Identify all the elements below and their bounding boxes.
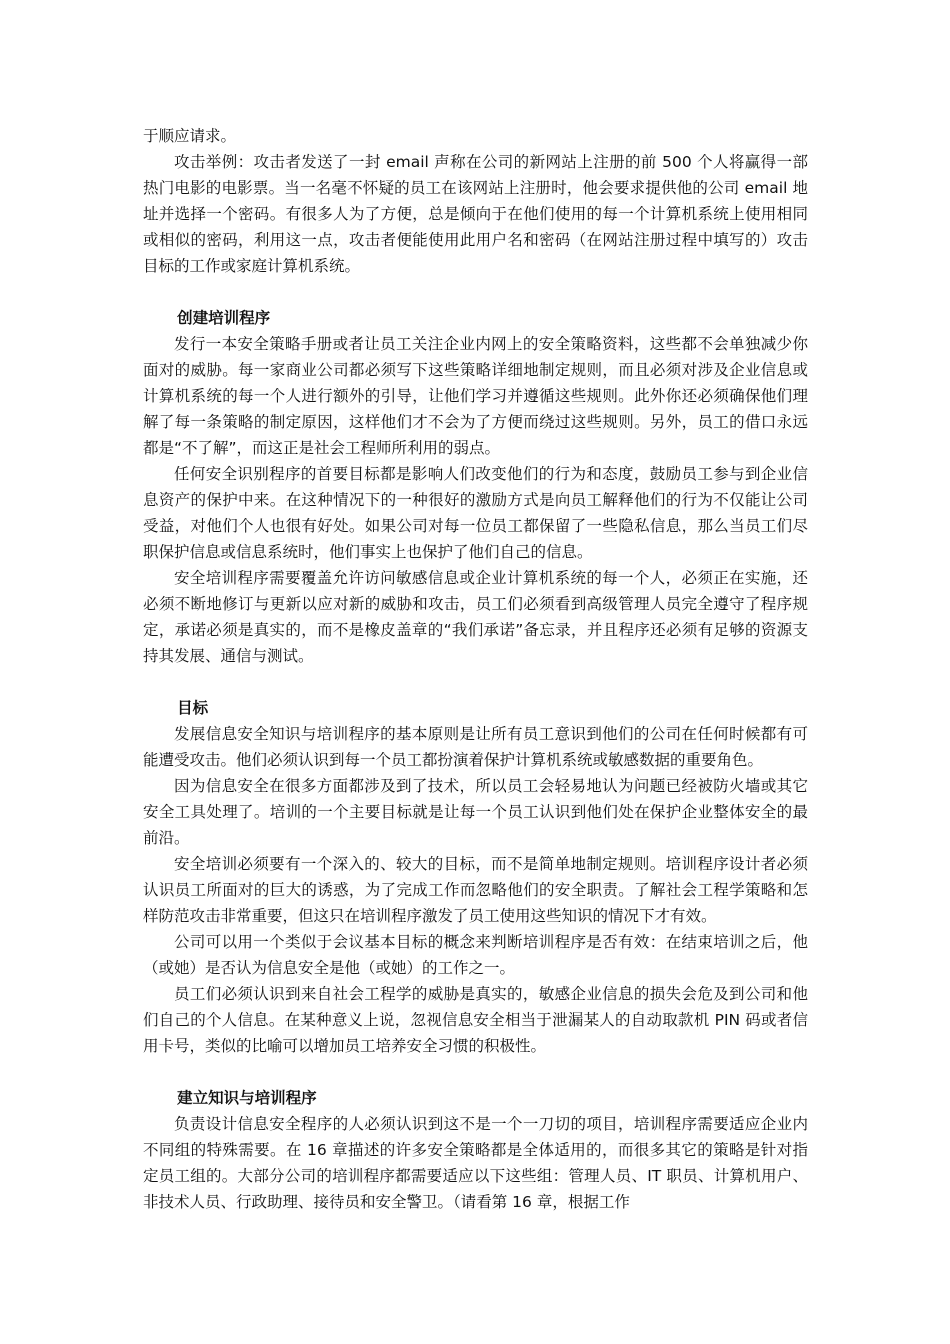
spacer xyxy=(143,1059,808,1085)
paragraph-attack-example: 攻击举例：攻击者发送了一封 email 声称在公司的新网站上注册的前 500 个人将赢得一部热门电影的电影票。当一名毫不怀疑的员工在该网站上注册时，他会要求提供他的公司 email 地址并选择一个密码。有很多人为了方便，总是倾向于在他们使用的每一个计算机系统上使用相同或相似的密码，利用这一点，攻击者便能使用此用户名和密码（在网站注册过程中填写的）攻击目标的工作或家庭计算机系统。 xyxy=(143,153,808,275)
paragraph: 安全培训程序需要覆盖允许访问敏感信息或企业计算机系统的每一个人，必须正在实施，还必须不断地修订与更新以应对新的威胁和攻击，员工们必须看到高级管理人员完全遵守了程序规定，承诺必须是真实的，而不是橡皮盖章的“我们承诺”备忘录，并且程序还必须有足够的资源支持其发展、通信与测试。 xyxy=(143,569,808,665)
paragraph: 负责设计信息安全程序的人必须认识到这不是一个一刀切的项目，培训程序需要适应企业内不同组的特殊需要。在 16 章描述的许多安全策略都是全体适用的，而很多其它的策略是针对指定员工组的。大部分公司的培训程序都需要适应以下这些组：管理人员、IT 职员、计算机用户、非技术人员、行政助理、接待员和安全警卫。（请看第 16 章，根据工作 xyxy=(143,1115,808,1211)
section-heading-goals: 目标 xyxy=(177,699,209,717)
paragraph: 发展信息安全知识与培训程序的基本原则是让所有员工意识到他们的公司在任何时候都有可能遭受攻击。他们必须认识到每一个员工都扮演着保护计算机系统或敏感数据的重要角色。 xyxy=(143,725,808,769)
paragraph: 安全培训必须要有一个深入的、较大的目标，而不是简单地制定规则。培训程序设计者必须认识员工所面对的巨大的诱惑，为了完成工作而忽略他们的安全职责。了解社会工程学策略和怎样防范攻击非常重要，但这只在培训程序激发了员工使用这些知识的情况下才有效。 xyxy=(143,855,808,925)
paragraph: 发行一本安全策略手册或者让员工关注企业内网上的安全策略资料，这些都不会单独减少你面对的威胁。每一家商业公司都必须写下这些策略详细地制定规则，而且必须对涉及企业信息或计算机系统的每一个人进行额外的引导，让他们学习并遵循这些规则。此外你还必须确保他们理解了每一条策略的制定原因，这样他们才不会为了方便而绕过这些规则。另外，员工的借口永远都是“不了解”，而这正是社会工程师所利用的弱点。 xyxy=(143,335,808,457)
paragraph-continuation: 于顺应请求。 xyxy=(143,127,237,145)
paragraph: 公司可以用一个类似于会议基本目标的概念来判断培训程序是否有效：在结束培训之后，他（或她）是否认为信息安全是他（或她）的工作之一。 xyxy=(143,933,808,977)
spacer xyxy=(143,279,808,305)
document-page xyxy=(143,123,808,1215)
spacer xyxy=(143,669,808,695)
section-heading-build-program: 建立知识与培训程序 xyxy=(177,1089,317,1107)
paragraph: 员工们必须认识到来自社会工程学的威胁是真实的，敏感企业信息的损失会危及到公司和他们自己的个人信息。在某种意义上说，忽视信息安全相当于泄漏某人的自动取款机 PIN 码或者信用卡号，类似的比喻可以增加员工培养安全习惯的积极性。 xyxy=(143,985,808,1055)
paragraph: 因为信息安全在很多方面都涉及到了技术，所以员工会轻易地认为问题已经被防火墙或其它安全工具处理了。培训的一个主要目标就是让每一个员工认识到他们处在保护企业整体安全的最前沿。 xyxy=(143,777,808,847)
paragraph: 任何安全识别程序的首要目标都是影响人们改变他们的行为和态度，鼓励员工参与到企业信息资产的保护中来。在这种情况下的一种很好的激励方式是向员工解释他们的行为不仅能让公司受益，对他们个人也很有好处。如果公司对每一位员工都保留了一些隐私信息，那么当员工们尽职保护信息或信息系统时，他们事实上也保护了他们自己的信息。 xyxy=(143,465,808,561)
section-heading-create-training: 创建培训程序 xyxy=(177,309,271,327)
